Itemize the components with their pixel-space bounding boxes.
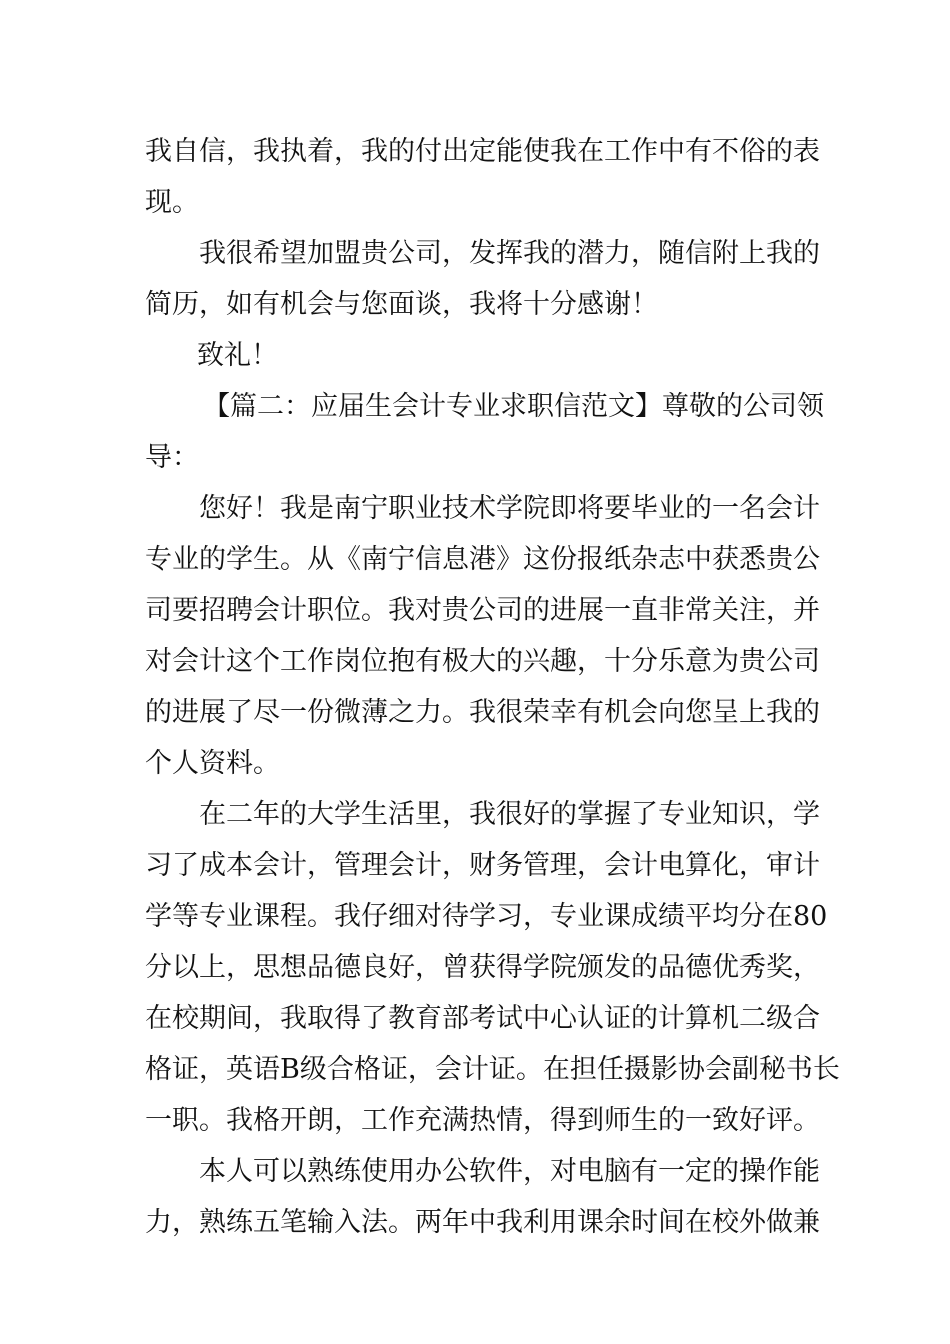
text-line: 力，熟练五笔输入法。两年中我利用课余时间在校外做兼 xyxy=(145,1207,820,1238)
text-line: 个人资料。 xyxy=(145,748,280,779)
text-line: 司要招聘会计职位。我对贵公司的进展一直非常关注，并 xyxy=(145,595,820,626)
text-line: 格证，英语B级合格证，会计证。在担任摄影协会副秘书长 xyxy=(145,1054,840,1085)
text-line: 一职。我格开朗，工作充满热情，得到师生的一致好评。 xyxy=(145,1105,820,1136)
text-line: 在校期间，我取得了教育部考试中心认证的计算机二级合 xyxy=(145,1003,820,1034)
text-line: 分以上，思想品德良好，曾获得学院颁发的品德优秀奖， xyxy=(145,952,820,983)
text-line: 学等专业课程。我仔细对待学习，专业课成绩平均分在80 xyxy=(145,901,828,932)
text-line: 现。 xyxy=(145,187,199,218)
text-line: 导： xyxy=(145,442,199,473)
text-line: 专业的学生。从《南宁信息港》这份报纸杂志中获悉贵公 xyxy=(145,544,820,575)
text-line: 本人可以熟练使用办公软件，对电脑有一定的操作能 xyxy=(199,1156,820,1187)
text-line: 致礼！ xyxy=(197,340,278,371)
text-line: 习了成本会计，管理会计，财务管理，会计电算化，审计 xyxy=(145,850,820,881)
text-line: 简历，如有机会与您面谈，我将十分感谢！ xyxy=(145,289,658,320)
text-line: 【篇二：应届生会计专业求职信范文】尊敬的公司领 xyxy=(203,391,824,422)
text-line: 在二年的大学生活里，我很好的掌握了专业知识，学 xyxy=(199,799,820,830)
text-line: 我很希望加盟贵公司，发挥我的潜力，随信附上我的 xyxy=(199,238,820,269)
text-line: 我自信，我执着，我的付出定能使我在工作中有不俗的表 xyxy=(145,136,820,167)
text-line: 对会计这个工作岗位抱有极大的兴趣，十分乐意为贵公司 xyxy=(145,646,820,677)
text-line: 的进展了尽一份微薄之力。我很荣幸有机会向您呈上我的 xyxy=(145,697,820,728)
document-body xyxy=(145,126,840,1248)
text-line: 您好！我是南宁职业技术学院即将要毕业的一名会计 xyxy=(199,493,820,524)
